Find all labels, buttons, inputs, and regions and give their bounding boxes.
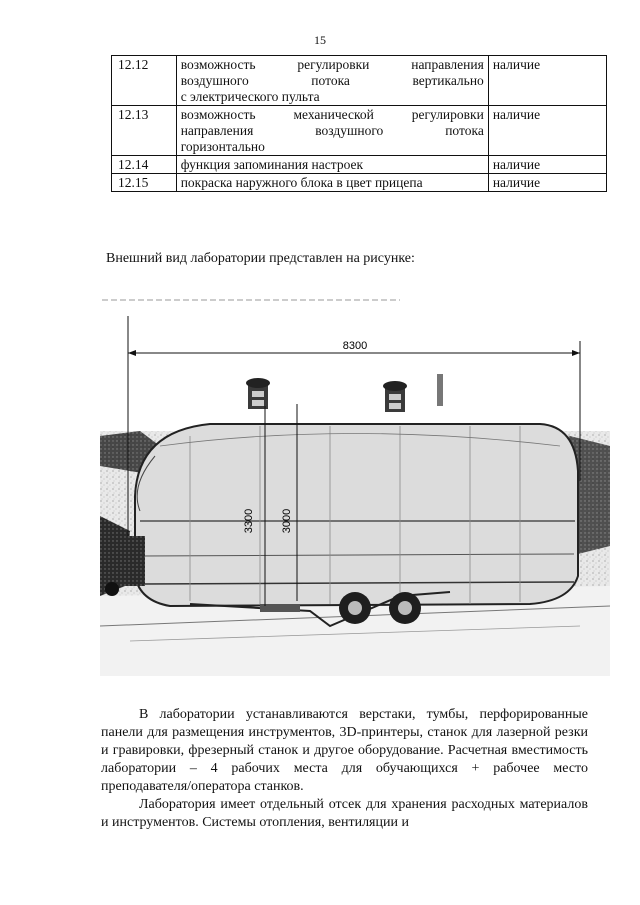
row-number: 12.14 bbox=[112, 156, 177, 174]
desc-line: воздушного потока вертикально bbox=[180, 73, 484, 88]
dimension-height-1: 3300 bbox=[243, 508, 255, 534]
row-number: 12.12 bbox=[112, 56, 177, 106]
dimension-length: 8300 bbox=[342, 340, 368, 352]
wheel-icon bbox=[389, 592, 421, 624]
paragraph: Лаборатория имеет отдельный отсек для хранения расходных материалов и инструментов. Системы отопления, вентиляции и bbox=[101, 797, 588, 830]
row-description bbox=[176, 156, 488, 174]
trailer-drawing bbox=[100, 296, 610, 678]
row-value: наличие bbox=[488, 56, 606, 106]
roof-vent-icon bbox=[383, 381, 407, 412]
body-text bbox=[101, 706, 588, 832]
figure-intro: Внешний вид лаборатории представлен на рисунке: bbox=[106, 251, 415, 266]
row-description bbox=[176, 174, 488, 192]
table-row bbox=[112, 156, 607, 174]
table-row bbox=[112, 174, 607, 192]
wheel-icon bbox=[339, 592, 371, 624]
row-value: наличие bbox=[488, 156, 606, 174]
desc-line: покраска наружного блока в цвет прицепа bbox=[180, 175, 423, 190]
table-row bbox=[112, 56, 607, 106]
trailer-photo bbox=[100, 296, 610, 678]
row-value: наличие bbox=[488, 106, 606, 156]
spec-table bbox=[111, 55, 607, 192]
desc-line: функция запоминания настроек bbox=[180, 157, 364, 172]
desc-line: с электрического пульта bbox=[180, 89, 320, 104]
table-row bbox=[112, 106, 607, 156]
row-description bbox=[176, 106, 488, 156]
row-value: наличие bbox=[488, 174, 606, 192]
paragraph: В лаборатории устанавливаются верстаки, тумбы, перфорированные панели для размещения инструментов, 3D-принтеры, станок для лазерной резки и гравировки, фрезерный станок и другое оборудование. Расчетная вместимость лаборатории – 4 рабочих места для обучающихся + рабочее место преподавателя/оператора станков. bbox=[101, 707, 588, 794]
desc-line: направления воздушного потока bbox=[180, 123, 484, 138]
desc-line: горизонтально bbox=[180, 139, 265, 154]
desc-line: возможность механической регулировки bbox=[180, 107, 484, 122]
row-description bbox=[176, 56, 488, 106]
row-number: 12.13 bbox=[112, 106, 177, 156]
row-number: 12.15 bbox=[112, 174, 177, 192]
dimension-height-2: 3000 bbox=[281, 508, 293, 534]
roof-vent-icon bbox=[246, 378, 270, 409]
page-number: 15 bbox=[314, 33, 326, 47]
desc-line: возможность регулировки направления bbox=[180, 57, 484, 72]
